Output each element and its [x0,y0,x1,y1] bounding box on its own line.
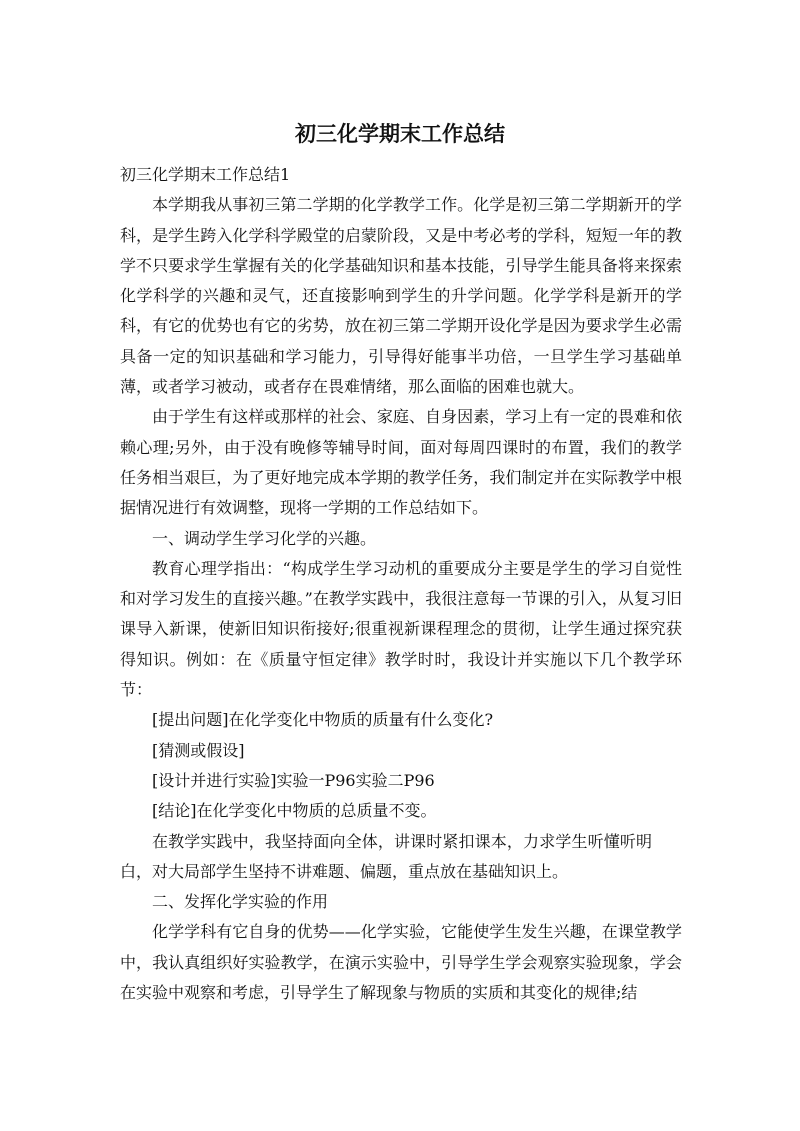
paragraph-students: 由于学生有这样或那样的社会、家庭、自身因素，学习上有一定的畏难和依赖心理;另外，由于没有晚修等辅导时间，面对每周四课时的布置，我们的教学任务相当艰巨，为了更好地完成本学期的教学任务，我们制定并在实际教学中根据情况进行有效调整，现将一学期的工作总结如下。 [120,407,682,518]
paragraph-intro: 本学期我从事初三第二学期的化学教学工作。化学是初三第二学期新开的学科，是学生跨入化学科学殿堂的启蒙阶段，又是中考必考的学科，短短一年的教学不只要求学生掌握有关的化学基础知识和基本技能，引导学生能具备将来探索化学科学的兴趣和灵气，还直接影响到学生的升学问题。化学学科是新开的学科，有它的优势也有它的劣势，放在初三第二学期开设化学是因为要求学生必需具备一定的知识基础和学习能力，引导得好能事半功倍，一旦学生学习基础单薄，或者学习被动，或者存在畏难情绪，那么面临的困难也就大。 [120,195,682,397]
step-question: [提出问题]在化学变化中物质的质量有什么变化? [152,710,494,730]
paragraph-psychology: 教育心理学指出：“构成学生学习动机的重要成分主要是学生的学习自觉性和对学习发生的直接兴趣。”在教学实践中，我很注意每一节课的引入，从复习旧课导入新课，使新旧知识衔接好;很重视新课程理念的贯彻，让学生通过探究获得知识。例如：在《质量守恒定律》教学时时，我设计并实施以下几个教学环节： [120,558,682,700]
document-body [120,160,682,1008]
section-heading-experiment: 二、发挥化学实验的作用 [152,892,329,912]
step-hypothesis: [猜测或假设] [152,740,245,760]
paragraph-practice: 在教学实践中，我坚持面向全体，讲课时紧扣课本，力求学生听懂听明白，对大局部学生坚持不讲难题、偏题，重点放在基础知识上。 [120,831,652,881]
document-title: 初三化学期末工作总结 [295,122,505,146]
section-heading-interest: 一、调动学生学习化学的兴趣。 [152,528,377,548]
section-subtitle: 初三化学期末工作总结1 [120,165,291,184]
paragraph-experiment: 化学学科有它自身的优势——化学实验，它能使学生发生兴趣，在课堂教学中，我认真组织好实验教学，在演示实验中，引导学生学会观察实验现象，学会在实验中观察和考虑，引导学生了解现象与物质的实质和其变化的规律;结 [120,922,682,1003]
step-experiment: [设计并进行实验]实验一P96实验二P96 [152,770,435,790]
step-conclusion: [结论]在化学变化中物质的总质量不变。 [152,801,437,821]
